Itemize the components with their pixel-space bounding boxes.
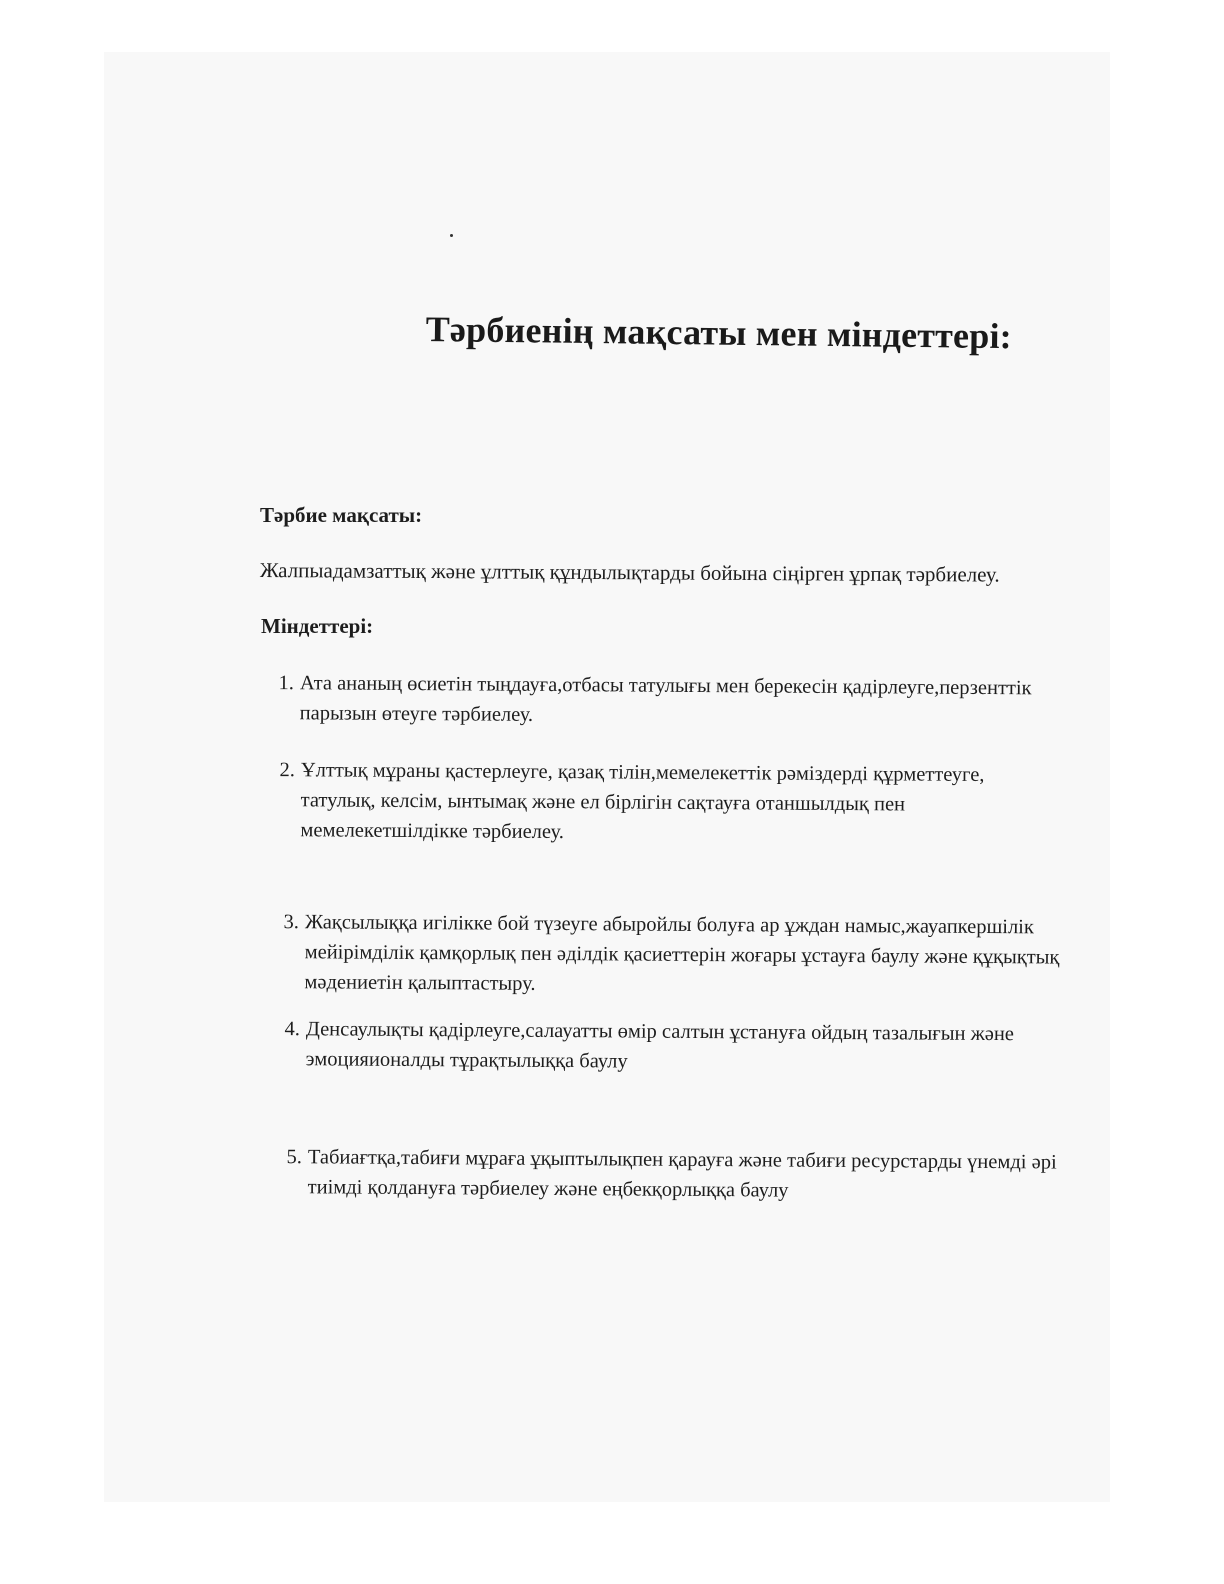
task-number: 2. [279,759,295,782]
goal-text: Жалпыадамзаттық және ұлттық құндылықтарды бойына сіңірген ұрпақ тәрбиелеу. [259,558,1000,587]
task-list-item [270,1014,1210,1083]
task-number: 5. [286,1146,302,1169]
tasks-heading: Міндеттері: [261,614,374,638]
task-text: Ата ананың өсиетін тыңдауға,отбасы татулығы мен берекесін қадірлеуге,перзенттік парызын өтеуге тәрбиелеу. [299,672,1032,726]
task-text: Жақсылыққа игілікке бой түзеуге абыройлы болуға ар ұждан намыс,жауапкершілік мейірімділік қамқорлық пен әділдік қасиеттерін жоғары ұстауға баулу және құқықтық мәдениетін қалыптастыру. [304,911,1060,995]
scanned-page [104,52,1110,1502]
task-list-item [272,1142,1212,1211]
task-text: Ұлттық мұраны қастерлеуге, қазақ тілін,мемелекеттік рәміздерді құрметтеуге, татулық, келсім, ынтымақ және ел бірлігін сақтауға отаншылдық пен мемелекетшілдікке тәрбиелеу. [300,759,985,844]
task-text: Денсаулықты қадірлеуге,салауатты өмір салтын ұстануға ойдың тазалығын және эмоцияионалды тұрақтылыққа баулу [305,1018,1015,1073]
task-list-item [268,907,1209,1006]
scan-speck [450,234,453,237]
page-title: Тәрбиенің мақсаты мен міндеттері: [425,308,1013,357]
goal-heading: Тәрбие мақсаты: [260,503,423,527]
task-number: 1. [278,672,294,695]
task-list-item [264,668,1204,737]
task-number: 4. [284,1018,300,1041]
task-text: Табиағтқа,табиғи мұраға ұқыптылықпен қарауға және табиғи ресурстарды үнемді әрі тиімді қолдануға тәрбиелеу және еңбекқорлыққа баулу [307,1146,1057,1202]
task-list-item [264,755,1205,854]
task-number: 3. [283,911,299,934]
